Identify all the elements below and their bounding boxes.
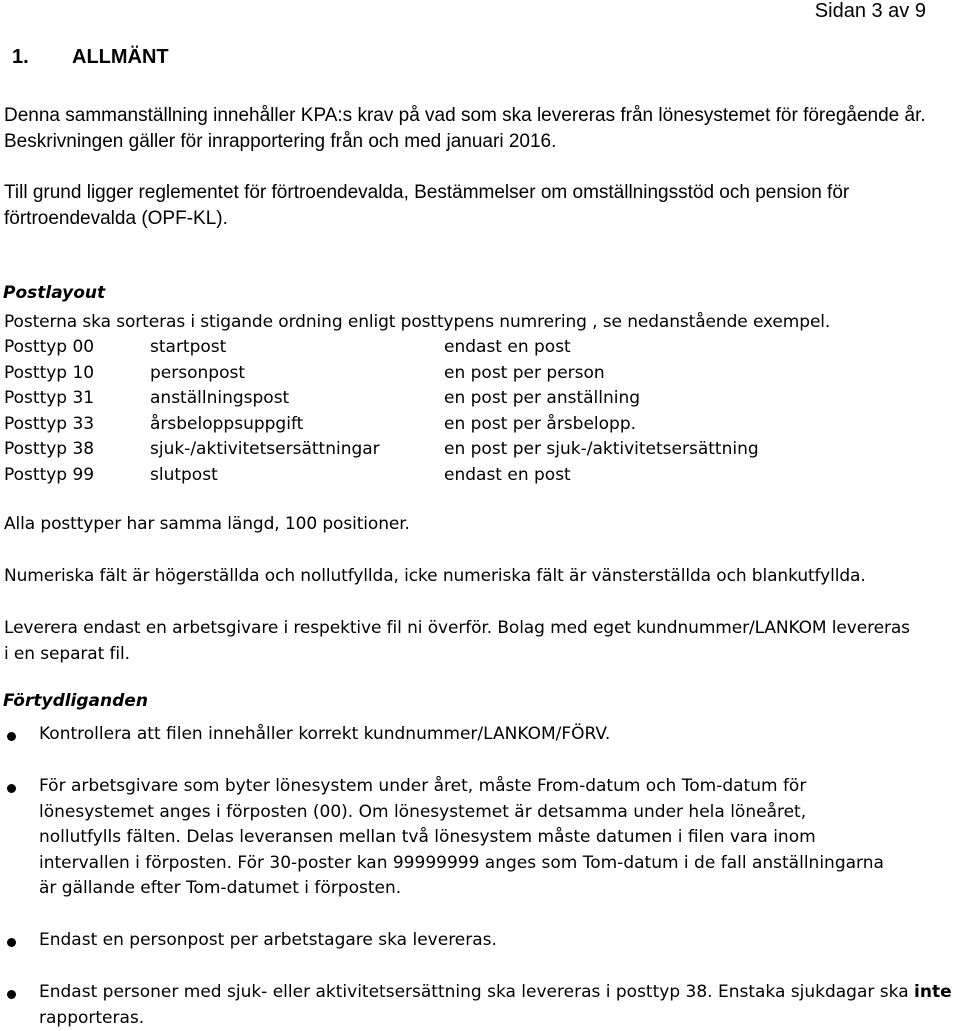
posttype-desc: en post per person: [444, 362, 605, 383]
list-item-text: [39, 980, 957, 1031]
posttype-name: slutpost: [150, 464, 218, 485]
posttype-name: sjuk-/aktivitetsersättningar: [150, 439, 380, 459]
posttype-desc: endast en post: [444, 337, 571, 357]
numeric-note: Numeriska fält är högerställda och nollutfyllda, icke numeriska fält är vänsterställda och blankutfyllda.: [4, 566, 866, 586]
emphasis-word: inte: [914, 982, 952, 1002]
list-item-text-end: rapporteras.: [39, 1007, 145, 1028]
posttype-name: årsbeloppsuppgift: [150, 413, 304, 434]
page-number: Sidan 3 av 9: [814, 0, 926, 22]
bullet-icon: [7, 990, 16, 999]
posttype-row: [4, 337, 759, 363]
bullet-icon: [7, 784, 16, 793]
posttype-desc: en post per årsbelopp.: [444, 413, 637, 434]
employer-note: Leverera endast en arbetsgivare i respektive fil ni överför. Bolag med eget kundnummer/LANKOM levereras i en separat fil.: [4, 618, 910, 664]
bullet-icon: [7, 732, 16, 741]
posttype-code: Posttyp 99: [4, 464, 95, 485]
posttype-row: [4, 414, 759, 440]
posttype-name: personpost: [150, 362, 245, 383]
posttype-name: anställningspost: [150, 388, 290, 408]
posttype-code: Posttyp 31: [4, 388, 95, 408]
posttype-code: Posttyp 10: [4, 362, 95, 383]
section-number: 1.: [12, 46, 29, 68]
postlayout-lead: Posterna ska sorteras i stigande ordning enligt posttypens numrering , se nedanstående exempel.: [4, 312, 831, 332]
posttype-desc: en post per sjuk-/aktivitetsersättning: [444, 439, 759, 459]
length-note: Alla posttyper har samma längd, 100 positioner.: [4, 514, 410, 534]
list-item-text: Kontrollera att filen innehåller korrekt kundnummer/LANKOM/FÖRV.: [39, 724, 611, 744]
posttype-code: Posttyp 33: [4, 413, 95, 434]
posttype-row: [4, 363, 759, 389]
bullet-icon: [7, 938, 16, 947]
posttype-code: Posttyp 00: [4, 337, 95, 357]
posttype-desc: endast en post: [444, 464, 571, 485]
list-item-text-start: Endast personer med sjuk- eller aktivitetsersättning ska levereras i posttyp 38. Enstaka sjukdagar ska: [39, 982, 915, 1002]
posttype-row: [4, 439, 759, 465]
posttype-code: Posttyp 38: [4, 439, 95, 459]
posttype-name: startpost: [150, 337, 227, 357]
section-title: ALLMÄNT: [72, 46, 169, 68]
postlayout-heading: Postlayout: [3, 283, 106, 303]
posttype-table: [4, 337, 759, 490]
list-item-text: För arbetsgivare som byter lönesystem under året, måste From-datum och Tom-datum för lönesystemet anges i förposten (00). Om lönesystemet är detsamma under hela löneåret, nollutfylls fälten. Delas leveransen mellan två lönesystem måste datumen i filen vara inom intervallen i förposten. För 30-poster kan 99999999 anges som Tom-datum i de fall anställningarna är gällande efter Tom-datumet i förposten.: [39, 776, 884, 898]
clarifications-heading: Förtydliganden: [3, 691, 148, 711]
posttype-row: [4, 388, 759, 414]
intro-paragraph-2: Till grund ligger reglementet för förtroendevalda, Bestämmelser om omställningsstöd och pension för förtroendevalda (OPF-KL).: [4, 182, 850, 229]
section-heading: [12, 46, 169, 69]
posttype-desc: en post per anställning: [444, 388, 641, 408]
intro-paragraph-1: Denna sammanställning innehåller KPA:s krav på vad som ska levereras från lönesystemet för föregående år. Beskrivningen gäller för inrapportering från och med januari 2016.: [4, 105, 926, 152]
list-item-text: Endast en personpost per arbetstagare ska levereras.: [39, 930, 497, 950]
posttype-row: [4, 465, 759, 491]
